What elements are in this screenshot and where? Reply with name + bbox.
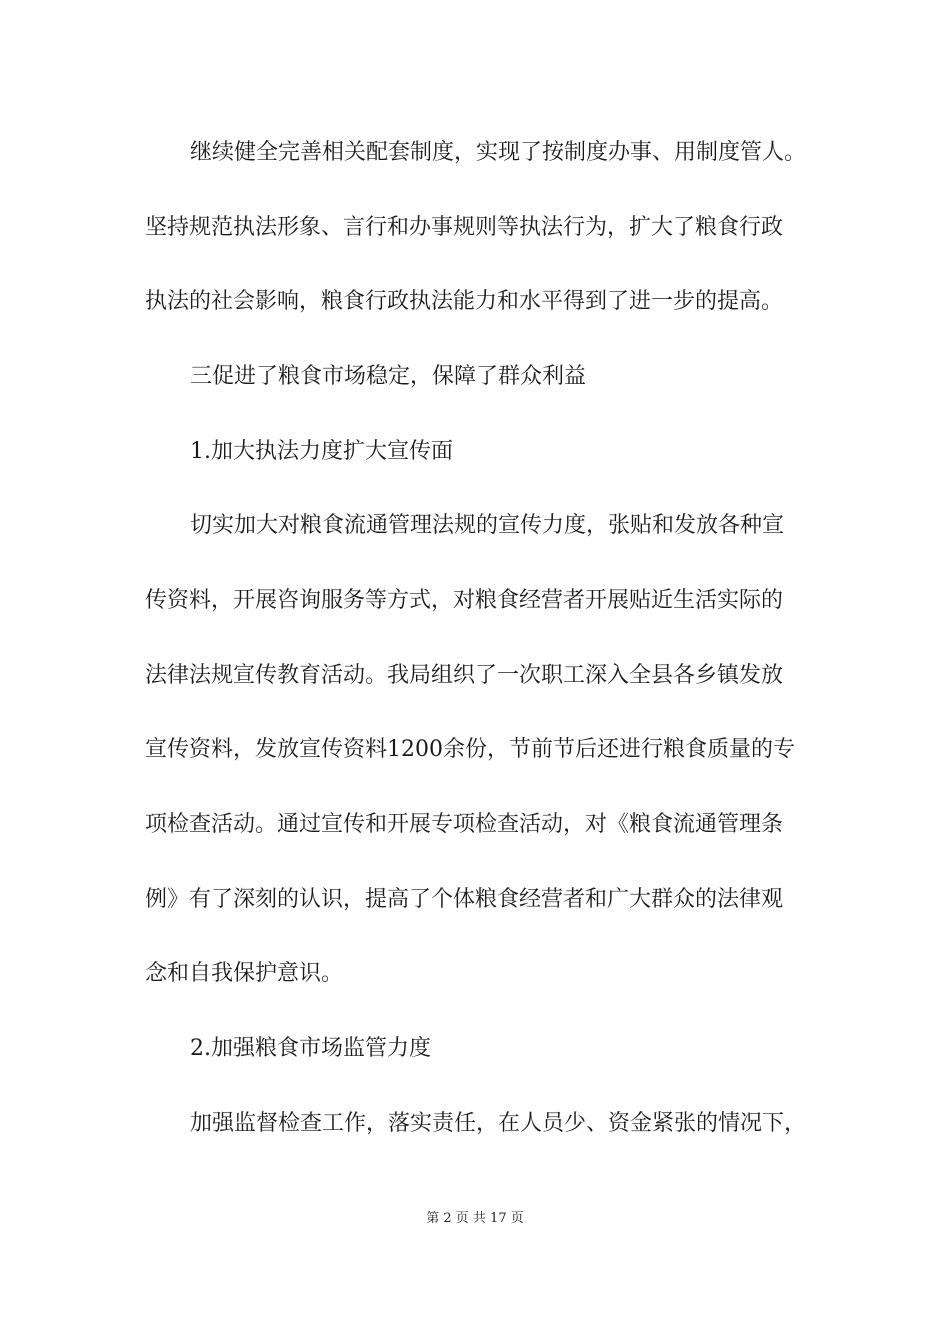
page-number: 第 2 页 共 17 页 bbox=[426, 1211, 524, 1226]
paragraph-line: 例》有了深刻的认识，提高了个体粮食经营者和广大群众的法律观 bbox=[145, 887, 784, 912]
paragraph-line: 继续健全完善相关配套制度，实现了按制度办事、用制度管人。 bbox=[190, 140, 807, 165]
section-heading: 三促进了粮食市场稳定，保障了群众利益 bbox=[190, 364, 587, 389]
paragraph-line: 项检查活动。通过宣传和开展专项检查活动，对《粮食流通管理条 bbox=[145, 812, 784, 837]
paragraph-line: 传资料，开展咨询服务等方式，对粮食经营者开展贴近生活实际的 bbox=[145, 588, 784, 613]
paragraph-line: 法律法规宣传教育活动。我局组织了一次职工深入全县各乡镇发放 bbox=[145, 663, 784, 688]
paragraph-line: 执法的社会影响，粮食行政执法能力和水平得到了进一步的提高。 bbox=[145, 289, 784, 314]
page-footer bbox=[0, 1207, 950, 1226]
subsection-heading: 1.加大执法力度扩大宣传面 bbox=[190, 439, 453, 464]
paragraph-line: 切实加大对粮食流通管理法规的宣传力度，张贴和发放各种宣 bbox=[190, 513, 785, 538]
subsection-heading: 2.加强粮食市场监管力度 bbox=[190, 1036, 431, 1061]
paragraph-line: 宣传资料，发放宣传资料1200余份，节前节后还进行粮食质量的专 bbox=[145, 737, 795, 762]
paragraph-line: 加强监督检查工作，落实责任，在人员少、资金紧张的情况下， bbox=[190, 1111, 807, 1136]
paragraph-line: 坚持规范执法形象、言行和办事规则等执法行为，扩大了粮食行政 bbox=[145, 215, 784, 240]
paragraph-line: 念和自我保护意识。 bbox=[145, 961, 344, 986]
